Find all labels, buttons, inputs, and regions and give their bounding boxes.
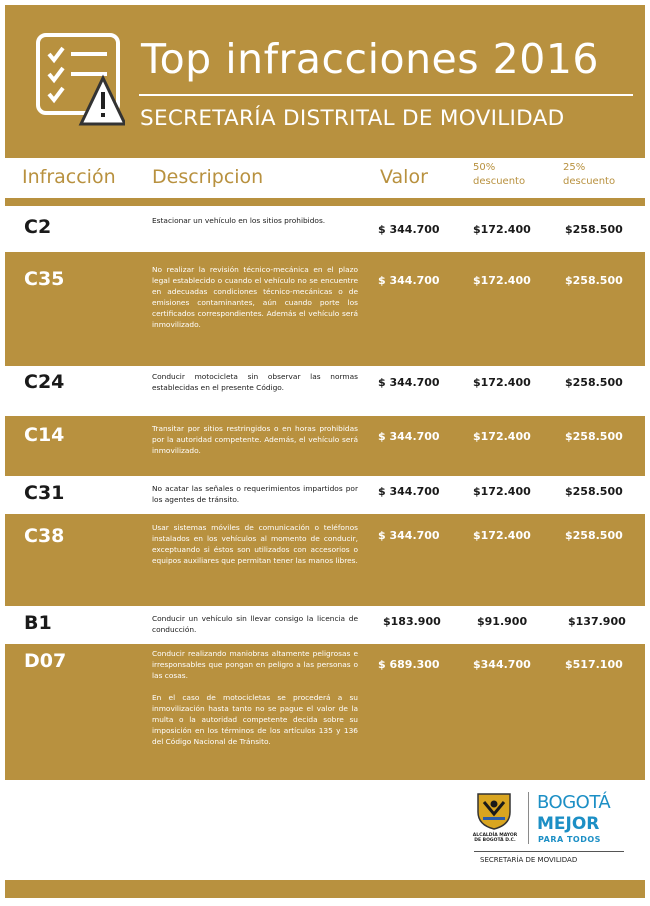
logo-rule (474, 851, 624, 852)
infraction-description: Conducir realizando maniobras altamente peligrosas e irresponsables que pongan en peligro a las personas o las cosas. En el caso de motocicletas se procederá a su inmovilización hasta tanto no se pague el valor de la multa o la autoridad competente decida sobre su imposición en los términos de los artículos 135 y 136 del Código Nacional de Tránsito. (152, 649, 358, 746)
infraction-code: D07 (24, 650, 67, 672)
infraction-valor: $ 344.700 (378, 274, 440, 287)
infraction-description: Conducir un vehículo sin llevar consigo la licencia de conducción. (152, 614, 358, 634)
infraction-code: C31 (24, 482, 65, 504)
infraction-50-descuento: $172.400 (473, 430, 531, 443)
infraction-description: Usar sistemas móviles de comunicación o teléfonos instalados en los vehículos al momento de conducir, exceptuando si éstos son utilizados con accesorios o equipos auxiliares que permitan tener las manos libres. (152, 523, 358, 565)
header-banner (5, 5, 645, 158)
infraction-50-descuento: $172.400 (473, 223, 531, 236)
column-header-50-label: descuento (473, 176, 526, 187)
column-header-descripcion: Descripcion (152, 166, 264, 188)
infraction-code: C14 (24, 424, 65, 446)
bogota-logo-text: BOGOTÁ (537, 792, 611, 813)
infraction-valor: $ 344.700 (378, 485, 440, 498)
infraction-25-descuento: $517.100 (565, 658, 623, 671)
page-subtitle: SECRETARÍA DISTRITAL DE MOVILIDAD (140, 106, 565, 131)
infraction-50-descuento: $172.400 (473, 376, 531, 389)
infraction-25-descuento: $258.500 (565, 485, 623, 498)
column-header-25-pct: 25% (563, 162, 586, 173)
infraction-25-descuento: $258.500 (565, 430, 623, 443)
infraction-code: B1 (24, 612, 52, 634)
table-row (5, 514, 645, 606)
column-header-25-descuento (563, 161, 615, 189)
infraction-valor: $ 344.700 (378, 223, 440, 236)
infraction-25-descuento: $258.500 (565, 376, 623, 389)
infraction-description: No acatar las señales o requerimientos impartidos por los agentes de tránsito. (152, 484, 358, 504)
infraction-description: Conducir motocicleta sin observar las normas establecidas en el presente Código. (152, 372, 358, 392)
infraction-description: Transitar por sitios restringidos o en horas prohibidas por la autoridad competente. Además, el vehículo será inmovilizado. (152, 424, 358, 455)
infraction-50-descuento: $172.400 (473, 274, 531, 287)
alcaldia-label: ALCALDÍA MAYOR DE BOGOTÁ D.C. (472, 833, 518, 843)
table-row (5, 644, 645, 780)
checklist-icon (35, 32, 125, 127)
header-divider (139, 94, 633, 96)
infraction-50-descuento: $172.400 (473, 529, 531, 542)
infraction-25-descuento: $137.900 (568, 615, 626, 628)
infraction-code: C2 (24, 216, 52, 238)
mejor-logo-text: MEJOR (537, 814, 600, 834)
para-todos-logo-text: PARA TODOS (538, 835, 601, 844)
infraction-valor: $ 344.700 (378, 376, 440, 389)
infraction-valor: $ 344.700 (378, 430, 440, 443)
infraction-code: C35 (24, 268, 65, 290)
infraction-25-descuento: $258.500 (565, 529, 623, 542)
column-header-50-pct: 50% (473, 162, 496, 173)
logo-divider (528, 792, 529, 844)
secretaria-label: SECRETARÍA DE MOVILIDAD (480, 856, 578, 864)
table-row (5, 208, 645, 252)
infraction-valor: $ 689.300 (378, 658, 440, 671)
infraction-50-descuento: $91.900 (477, 615, 528, 628)
infraction-description: No realizar la revisión técnico-mecánica en el plazo legal establecido o cuando el vehículo no se encuentre en adecuadas condiciones técnico-mecánicas o de emisiones contaminantes, aún cuando porte los certificados correspondientes. Además el vehículo será inmovilizado. (152, 265, 358, 329)
column-header-infraccion: Infracción (22, 166, 116, 188)
column-header-25-label: descuento (563, 176, 616, 187)
column-header-50-descuento (473, 161, 525, 189)
page-title: Top infracciones 2016 (141, 35, 600, 83)
infraction-valor: $ 344.700 (378, 529, 440, 542)
infraction-25-descuento: $258.500 (565, 223, 623, 236)
infraction-25-descuento: $258.500 (565, 274, 623, 287)
header-row-divider (5, 198, 645, 206)
table-row (5, 606, 645, 644)
footer-strip (5, 880, 645, 898)
table-row (5, 476, 645, 514)
footer-logos (470, 790, 630, 870)
infraction-valor: $183.900 (383, 615, 441, 628)
infraction-description: Estacionar un vehículo en los sitios prohibidos. (152, 216, 326, 225)
column-header-valor: Valor (380, 166, 428, 188)
infraction-code: C24 (24, 371, 65, 393)
infraction-code: C38 (24, 525, 65, 547)
bogota-shield-icon (476, 792, 512, 830)
infraction-50-descuento: $172.400 (473, 485, 531, 498)
infraction-50-descuento: $344.700 (473, 658, 531, 671)
table-row (5, 366, 645, 416)
table-row (5, 252, 645, 366)
table-row (5, 416, 645, 476)
